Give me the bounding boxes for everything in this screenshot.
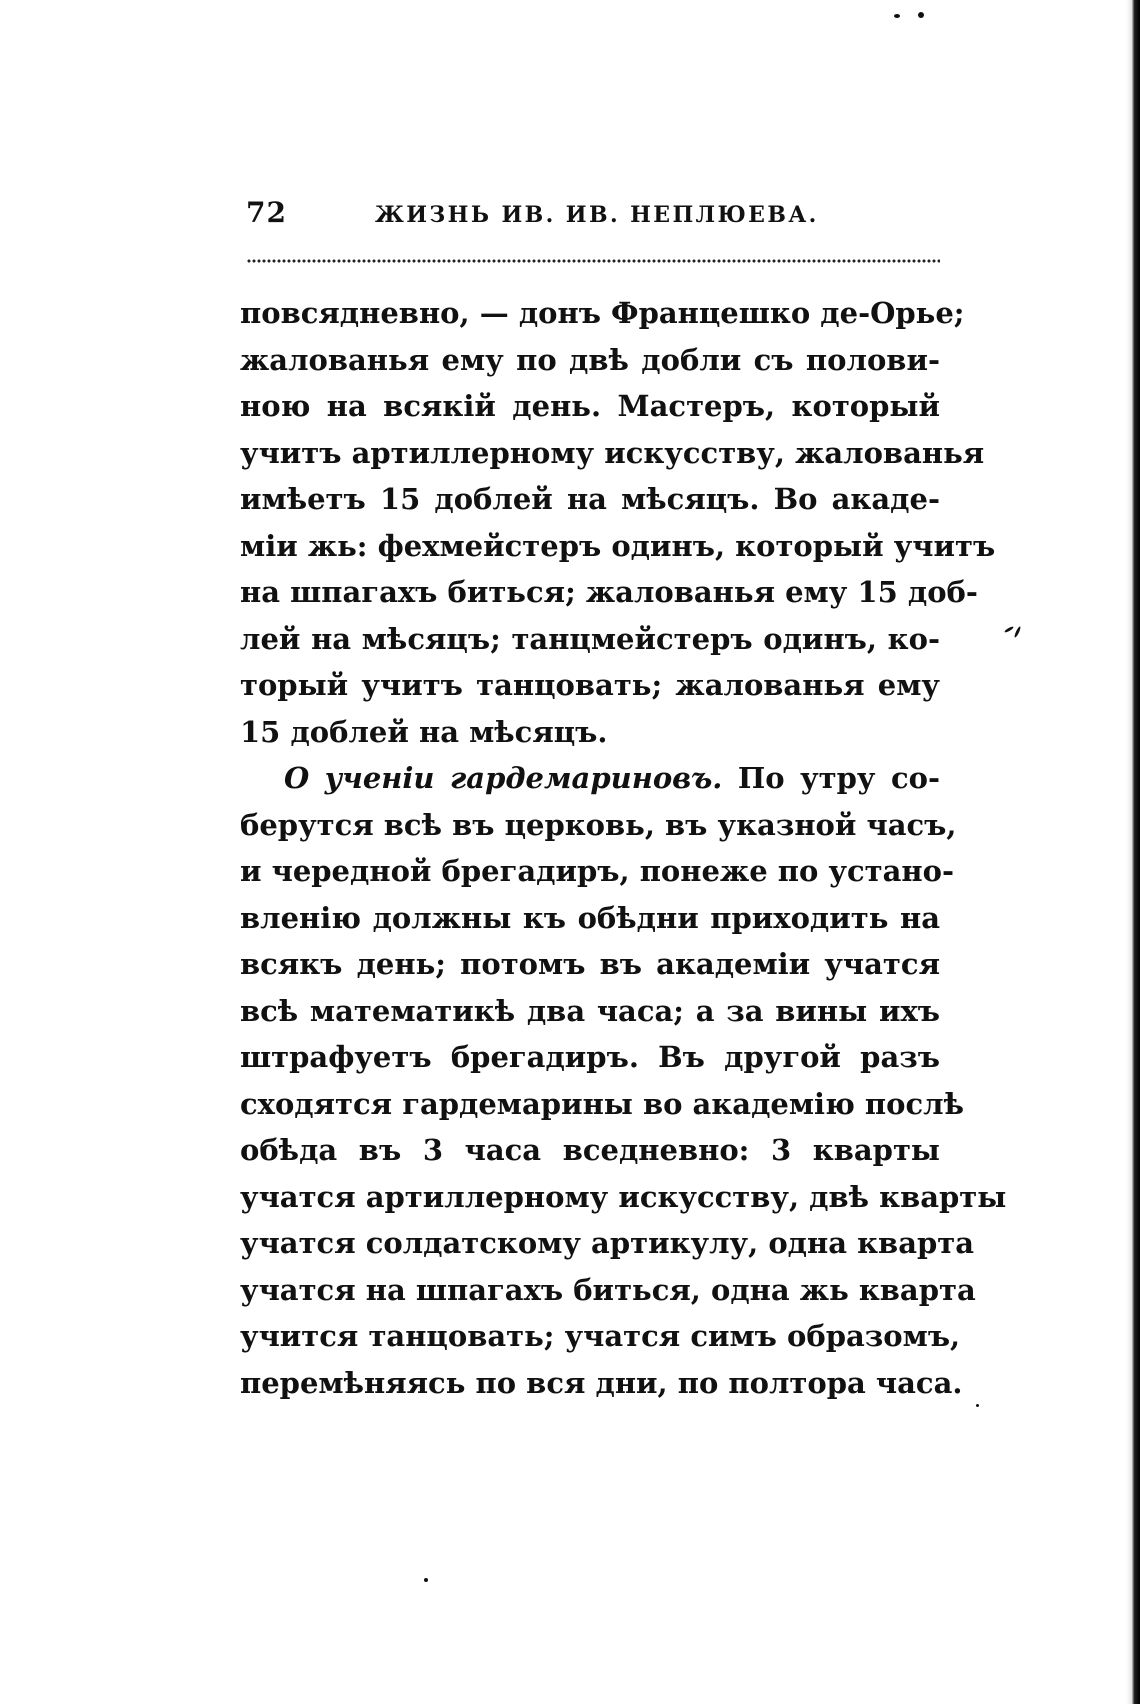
text-line: лей на мѣсяцъ; танцмейстеръ одинъ, ко- — [240, 621, 940, 656]
page-edge-shadow — [1126, 0, 1140, 1704]
text-line: учатся артиллерному искусству, двѣ кварты — [240, 1179, 1007, 1214]
text-line: вленію должны къ обѣдни приходить на — [240, 900, 940, 935]
text-line: міи жь: фехмейстеръ одинъ, который учитъ — [240, 528, 996, 563]
text-line: берутся всѣ въ церковь, въ указной часъ, — [240, 807, 957, 842]
text-line: торый учитъ танцовать; жалованья ему — [240, 668, 940, 702]
page-header — [246, 196, 940, 240]
scan-speck — [976, 1404, 979, 1407]
page-number: 72 — [246, 196, 287, 229]
text-fragment: По утру со- — [737, 761, 940, 795]
scan-speck — [918, 12, 924, 18]
text-line: на шпагахъ биться; жалованья ему 15 доб- — [240, 575, 978, 609]
text-line: учатся на шпагахъ биться, одна жь кварта — [240, 1272, 976, 1307]
text-line: перемѣняясь по вся дни, по полтора часа. — [240, 1365, 963, 1400]
paragraph-2 — [240, 755, 1007, 1406]
header-rule — [246, 258, 940, 264]
text-line: и чередной брегадиръ, понеже по устано- — [240, 854, 955, 888]
text-line: обѣда въ 3 часа вседневно: 3 кварты — [240, 1133, 940, 1167]
text-line: ною на всякій день. Мастеръ, который — [240, 389, 940, 423]
text-line: штрафуетъ брегадиръ. Въ другой разъ — [240, 1040, 940, 1074]
text-line: имѣетъ 15 доблей на мѣсяцъ. Во акаде- — [240, 482, 940, 516]
scan-speck — [1004, 626, 1014, 634]
scan-speck — [1014, 626, 1022, 638]
text-line: сходятся гардемарины во академію послѣ — [240, 1086, 964, 1121]
text-line: 15 доблей на мѣсяцъ. — [240, 714, 608, 749]
text-line — [240, 755, 940, 802]
paragraph-1 — [240, 290, 996, 755]
text-line: учатся солдатскому артикулу, одна кварта — [240, 1226, 975, 1260]
text-line: всѣ математикѣ два часа; а за вины ихъ — [240, 993, 940, 1028]
scan-speck — [894, 14, 900, 18]
text-line: учитъ артиллерному искусству, жалованья — [240, 435, 985, 470]
text-line: жалованья ему по двѣ добли съ полови- — [240, 342, 940, 377]
running-head: ЖИЗНЬ ИВ. ИВ. НЕПЛЮЕВА. — [374, 202, 819, 228]
scan-speck — [424, 1578, 428, 1582]
text-line: повсядневно, — донъ Францешко де-Орье; — [240, 296, 965, 330]
text-line: учится танцовать; учатся симъ образомъ, — [240, 1319, 961, 1353]
body-text — [240, 290, 1007, 1406]
text-line: всякъ день; потомъ въ академіи учатся — [240, 947, 940, 981]
section-heading: О ученіи гардемариновъ. — [284, 761, 723, 795]
